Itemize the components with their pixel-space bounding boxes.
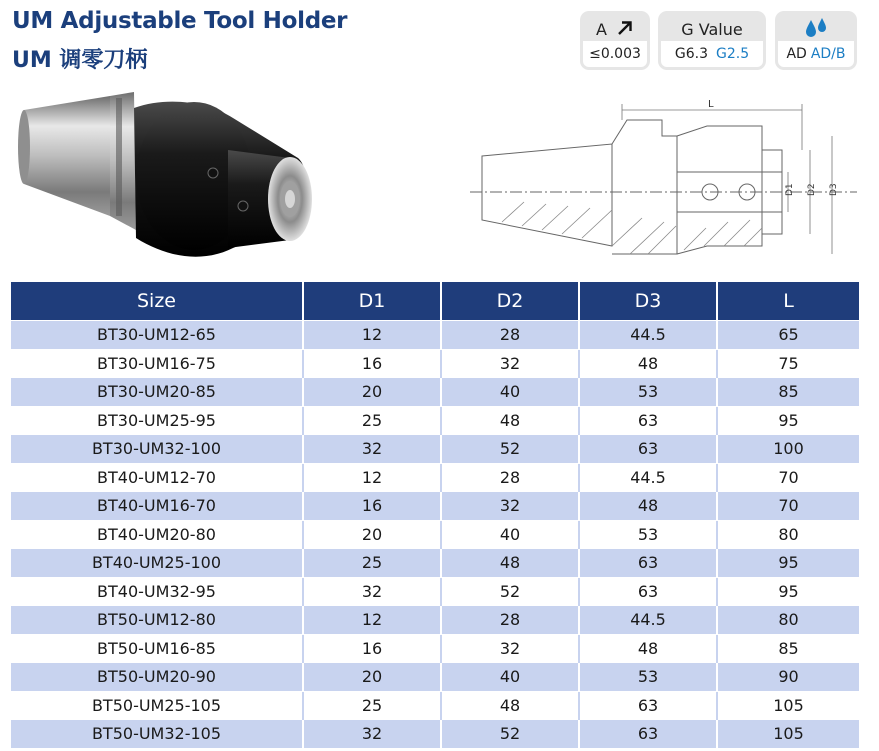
- cell-d2: 48: [441, 549, 579, 578]
- cell-size: BT50-UM20-90: [11, 663, 303, 692]
- cell-d2: 52: [441, 577, 579, 606]
- cell-d3: 44.5: [579, 321, 717, 350]
- header-l: L: [717, 282, 859, 321]
- cell-d3: 63: [579, 549, 717, 578]
- accuracy-label: A: [595, 20, 607, 39]
- cell-size: BT40-UM16-70: [11, 492, 303, 521]
- title-en: UM Adjustable Tool Holder: [12, 8, 348, 34]
- cell-d3: 53: [579, 520, 717, 549]
- cell-l: 95: [717, 549, 859, 578]
- cell-d1: 32: [303, 577, 441, 606]
- table-row: [11, 492, 859, 521]
- header-d3: D3: [579, 282, 717, 321]
- g-value-2: G2.5: [716, 46, 750, 62]
- cell-d1: 32: [303, 720, 441, 748]
- cell-size: BT30-UM16-75: [11, 349, 303, 378]
- cell-l: 95: [717, 577, 859, 606]
- cell-size: BT50-UM12-80: [11, 606, 303, 635]
- table-row: [11, 549, 859, 578]
- cell-d1: 12: [303, 463, 441, 492]
- cell-size: BT30-UM12-65: [11, 321, 303, 350]
- cell-d1: 20: [303, 520, 441, 549]
- cell-l: 70: [717, 463, 859, 492]
- g-value-1: G6.3: [674, 46, 708, 62]
- g-value-label: G Value: [681, 20, 743, 39]
- accuracy-badge: [580, 11, 650, 70]
- cell-d2: 52: [441, 720, 579, 748]
- dim-label-d1: D1: [785, 183, 795, 196]
- cell-d2: 52: [441, 435, 579, 464]
- technical-drawing: [462, 96, 867, 268]
- cell-d2: 32: [441, 492, 579, 521]
- coolant-value-1: AD: [786, 46, 807, 62]
- dim-label-d2: D2: [807, 183, 817, 196]
- dim-label-d3: D3: [829, 183, 839, 196]
- table-row: [11, 691, 859, 720]
- cell-size: BT50-UM25-105: [11, 691, 303, 720]
- cell-d1: 16: [303, 634, 441, 663]
- table-body: [11, 321, 859, 748]
- cell-d3: 63: [579, 720, 717, 748]
- cell-d3: 63: [579, 435, 717, 464]
- cell-d1: 25: [303, 549, 441, 578]
- coolant-drops-icon: [803, 17, 829, 39]
- title-cn: UM 调零刀柄: [12, 48, 148, 73]
- cell-size: BT30-UM32-100: [11, 435, 303, 464]
- g-value-badge: [658, 11, 766, 70]
- table-row: [11, 406, 859, 435]
- header-d1: D1: [303, 282, 441, 321]
- cell-l: 105: [717, 691, 859, 720]
- cell-d3: 63: [579, 691, 717, 720]
- cell-d2: 48: [441, 406, 579, 435]
- cell-d2: 32: [441, 634, 579, 663]
- accuracy-value: ≤0.003: [583, 41, 647, 67]
- cell-size: BT50-UM32-105: [11, 720, 303, 748]
- cell-d1: 12: [303, 606, 441, 635]
- cell-d2: 32: [441, 349, 579, 378]
- cell-l: 90: [717, 663, 859, 692]
- cell-d1: 16: [303, 349, 441, 378]
- cell-d2: 40: [441, 378, 579, 407]
- cell-l: 65: [717, 321, 859, 350]
- cell-size: BT30-UM20-85: [11, 378, 303, 407]
- table-row: [11, 463, 859, 492]
- cell-size: BT50-UM16-85: [11, 634, 303, 663]
- cell-l: 80: [717, 606, 859, 635]
- dim-label-l: L: [708, 99, 714, 110]
- cell-d3: 63: [579, 577, 717, 606]
- table-row: [11, 520, 859, 549]
- table-row: [11, 321, 859, 350]
- cell-size: BT40-UM20-80: [11, 520, 303, 549]
- cell-l: 75: [717, 349, 859, 378]
- cell-d3: 53: [579, 378, 717, 407]
- cell-l: 95: [717, 406, 859, 435]
- arrow-up-right-icon: [616, 19, 634, 37]
- cell-d2: 28: [441, 321, 579, 350]
- cell-d3: 48: [579, 349, 717, 378]
- cell-l: 105: [717, 720, 859, 748]
- cell-d3: 48: [579, 634, 717, 663]
- cell-size: BT40-UM12-70: [11, 463, 303, 492]
- coolant-value-2: AD/B: [810, 46, 846, 62]
- cell-d3: 44.5: [579, 463, 717, 492]
- cell-d2: 28: [441, 606, 579, 635]
- cell-size: BT40-UM25-100: [11, 549, 303, 578]
- cell-d1: 32: [303, 435, 441, 464]
- table-row: [11, 378, 859, 407]
- coolant-values: [778, 41, 854, 67]
- cell-d1: 12: [303, 321, 441, 350]
- cell-l: 70: [717, 492, 859, 521]
- cell-d2: 48: [441, 691, 579, 720]
- cell-l: 100: [717, 435, 859, 464]
- cell-l: 80: [717, 520, 859, 549]
- cell-d1: 25: [303, 691, 441, 720]
- cell-l: 85: [717, 378, 859, 407]
- table-row: [11, 577, 859, 606]
- cell-d3: 48: [579, 492, 717, 521]
- cell-d2: 40: [441, 520, 579, 549]
- table-row: [11, 349, 859, 378]
- cell-size: BT40-UM32-95: [11, 577, 303, 606]
- cell-d2: 40: [441, 663, 579, 692]
- cell-d3: 63: [579, 406, 717, 435]
- table-row: [11, 606, 859, 635]
- table-row: [11, 634, 859, 663]
- coolant-badge: [775, 11, 857, 70]
- cell-size: BT30-UM25-95: [11, 406, 303, 435]
- table-row: [11, 720, 859, 748]
- accuracy-badge-head: [580, 17, 650, 43]
- table-header-row: [11, 282, 859, 321]
- cell-d3: 53: [579, 663, 717, 692]
- cell-d1: 16: [303, 492, 441, 521]
- table-row: [11, 435, 859, 464]
- g-value-values: [661, 41, 763, 67]
- cell-d1: 20: [303, 378, 441, 407]
- cell-d3: 44.5: [579, 606, 717, 635]
- spec-table: [11, 282, 859, 748]
- header-size: Size: [11, 282, 303, 321]
- cell-l: 85: [717, 634, 859, 663]
- header-d2: D2: [441, 282, 579, 321]
- cell-d1: 25: [303, 406, 441, 435]
- tool-holder-photo: [18, 88, 328, 266]
- cell-d2: 28: [441, 463, 579, 492]
- cell-d1: 20: [303, 663, 441, 692]
- table-row: [11, 663, 859, 692]
- coolant-badge-head: [775, 17, 857, 43]
